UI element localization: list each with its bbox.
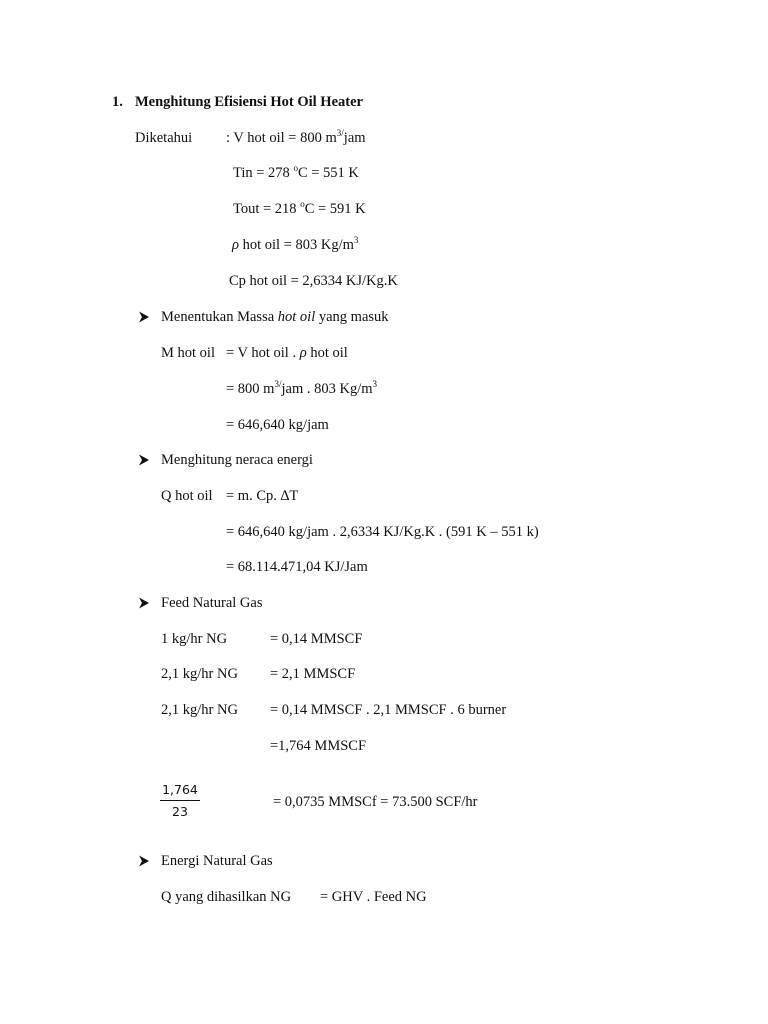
- energy-line-3: = 68.114.471,04 KJ/Jam: [226, 559, 368, 575]
- arrowhead-bullet-icon: [138, 311, 150, 323]
- given-density: ρ hot oil = 803 $Kg/m^3$: [232, 235, 359, 253]
- feed-result: =1,764 MMSCF: [270, 738, 367, 754]
- given-tout: Tout = 218 $^o$C = 591 K: [233, 199, 366, 217]
- mass-line-2: = 800 $m^{3/}jam$ . 803 $Kg/m^3$: [226, 379, 378, 397]
- energy-line-1: = m. Cp. ∆T: [226, 488, 299, 504]
- given-volume: : V hot oil = 800 $m^{3/}jam$: [226, 128, 366, 146]
- fraction-bar: [160, 800, 200, 801]
- arrowhead-bullet-icon: [138, 855, 150, 867]
- section-energy-title: Menghitung neraca energi: [161, 452, 313, 468]
- section-feed-title: Feed Natural Gas: [161, 595, 263, 611]
- given-label: Diketahui: [135, 130, 193, 146]
- energy-line-2: = 646,640 kg/jam . 2,6334 KJ/Kg.K . (591 K – 551 k): [226, 524, 539, 540]
- fraction-denominator: 23: [172, 804, 188, 819]
- fraction: [160, 782, 200, 820]
- mass-line-1: = V hot oil . ρ hot oil: [226, 345, 348, 361]
- feed-row-value: = 0,14 MMSCF: [270, 631, 363, 647]
- ng-line-label: Q yang dihasilkan NG: [161, 889, 292, 905]
- mass-line-3: = 646,640 kg/jam: [226, 417, 329, 433]
- ng-line-value: = GHV . Feed NG: [320, 889, 427, 905]
- mass-line-label: M hot oil: [161, 345, 215, 361]
- section-number: 1.: [112, 94, 123, 110]
- section-ng-title: Energi Natural Gas: [161, 853, 273, 869]
- arrowhead-bullet-icon: [138, 454, 150, 466]
- feed-row-value: = 2,1 MMSCF: [270, 666, 356, 682]
- given-cp: Cp hot oil = 2,6334 KJ/Kg.K: [229, 273, 398, 289]
- energy-line-label: Q hot oil: [161, 488, 213, 504]
- fraction-result: = 0,0735 MMSCf = 73.500 SCF/hr: [273, 794, 478, 810]
- fraction-numerator: 1,764: [162, 782, 198, 797]
- feed-row-label: 2,1 kg/hr NG: [161, 666, 238, 682]
- section-mass-title: Menentukan Massa hot oil yang masuk: [161, 309, 389, 325]
- feed-row-label: 2,1 kg/hr NG: [161, 702, 238, 718]
- arrowhead-bullet-icon: [138, 597, 150, 609]
- section-title: Menghitung Efisiensi Hot Oil Heater: [135, 94, 363, 110]
- feed-row-label: 1 kg/hr NG: [161, 631, 228, 647]
- feed-row-value: = 0,14 MMSCF . 2,1 MMSCF . 6 burner: [270, 702, 507, 718]
- given-tin: Tin = 278 $^o$C = 551 K: [233, 163, 359, 181]
